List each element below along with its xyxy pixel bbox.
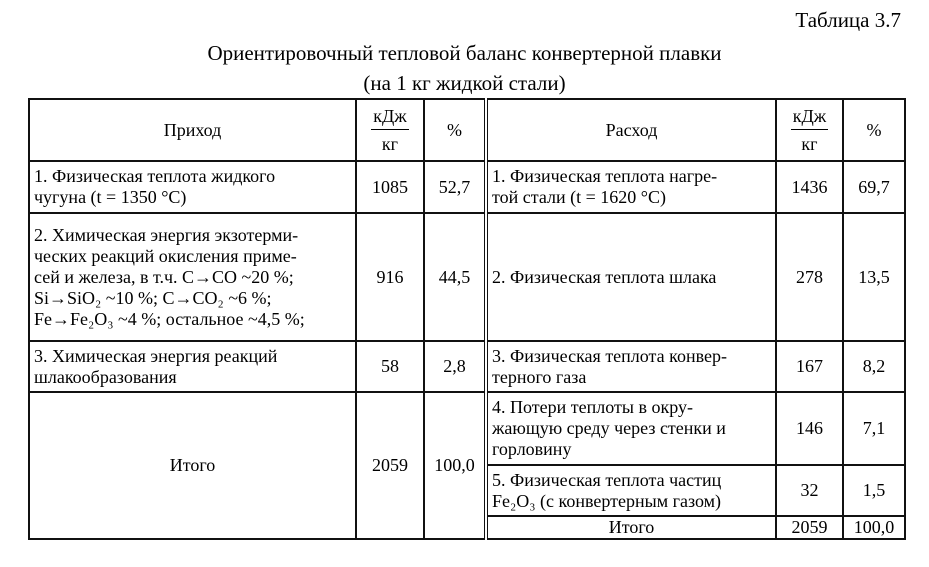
income-pct-3: 2,8 [424,341,486,392]
expense-total-label: Итого [486,516,776,539]
text-line: шлакообразования [34,366,177,387]
heat-balance-table [28,98,906,540]
text-line: 2. Физическая теплота шлака [492,266,717,287]
expense-kj-1: 1436 [776,161,843,213]
table-row [29,341,905,392]
expense-item-2 [486,213,776,341]
income-total-kj: 2059 [356,392,424,539]
unit-denominator: кг [381,134,399,154]
expense-total-pct: 100,0 [843,516,905,539]
expense-item-5 [486,465,776,516]
income-pct-2: 44,5 [424,213,486,341]
text-line: Si→SiO₂ ~10 %; C→CO₂ ~6 %; [34,287,272,308]
expense-pct-2: 13,5 [843,213,905,341]
header-income-percent: % [424,99,486,161]
text-line: 1. Физическая теплота нагре- [492,166,718,186]
table-row [29,161,905,213]
unit-numerator: кДж [371,105,408,130]
header-expense: Расход [486,99,776,161]
text-line: 3. Физическая теплота конвер- [492,345,727,366]
expense-item-1 [486,161,776,213]
text-line: горловину [492,439,572,459]
header-row [29,99,905,161]
table-row [29,213,905,341]
text-line: 2. Химическая энергия экзотерми- [34,224,299,245]
table-row [29,392,905,465]
table-title: Ориентировочный тепловой баланс конвертерной плавки [207,41,722,65]
text-line: сей и железа, в т.ч. C→CO ~20 %; [34,266,294,287]
unit-denominator: кг [801,134,818,154]
income-pct-1: 52,7 [424,161,486,213]
text-line: 3. Химическая энергия реакций [34,345,278,366]
unit-numerator: кДж [791,105,828,130]
income-item-3 [29,341,356,392]
text-line: жающую среду через стенки и [492,418,726,438]
expense-item-3 [486,341,776,392]
text-line: 5. Физическая теплота частиц [492,469,722,490]
header-expense-percent: % [843,99,905,161]
income-total-label: Итого [29,392,356,539]
expense-pct-3: 8,2 [843,341,905,392]
text-line: чугуна (t = 1350 °C) [34,187,187,207]
expense-kj-3: 167 [776,341,843,392]
expense-total-kj: 2059 [776,516,843,539]
text-line: терного газа [492,366,587,387]
income-total-pct: 100,0 [424,392,486,539]
header-expense-unit [776,99,843,161]
income-item-1 [29,161,356,213]
income-kj-2: 916 [356,213,424,341]
expense-kj-5: 32 [776,465,843,516]
text-line: той стали (t = 1620 °C) [492,187,666,207]
expense-pct-4: 7,1 [843,392,905,465]
expense-pct-5: 1,5 [843,465,905,516]
text-line: Fe→Fe₂O₃ ~4 %; остальное ~4,5 %; [34,308,305,329]
text-line: ческих реакций окисления приме- [34,245,297,266]
expense-kj-4: 146 [776,392,843,465]
table-subtitle: (на 1 кг жидкой стали) [363,71,566,95]
expense-kj-2: 278 [776,213,843,341]
table-number: Таблица 3.7 [795,8,901,32]
expense-pct-1: 69,7 [843,161,905,213]
expense-item-4 [486,392,776,465]
header-income: Приход [29,99,356,161]
unit-fraction [371,105,408,155]
income-kj-3: 58 [356,341,424,392]
income-item-2 [29,213,356,341]
income-kj-1: 1085 [356,161,424,213]
text-line: Fe₂O₃ (с конвертерным газом) [492,490,722,511]
text-line: 4. Потери теплоты в окру- [492,397,693,417]
header-income-unit [356,99,424,161]
unit-fraction [791,105,828,155]
text-line: 1. Физическая теплота жидкого [34,166,276,186]
